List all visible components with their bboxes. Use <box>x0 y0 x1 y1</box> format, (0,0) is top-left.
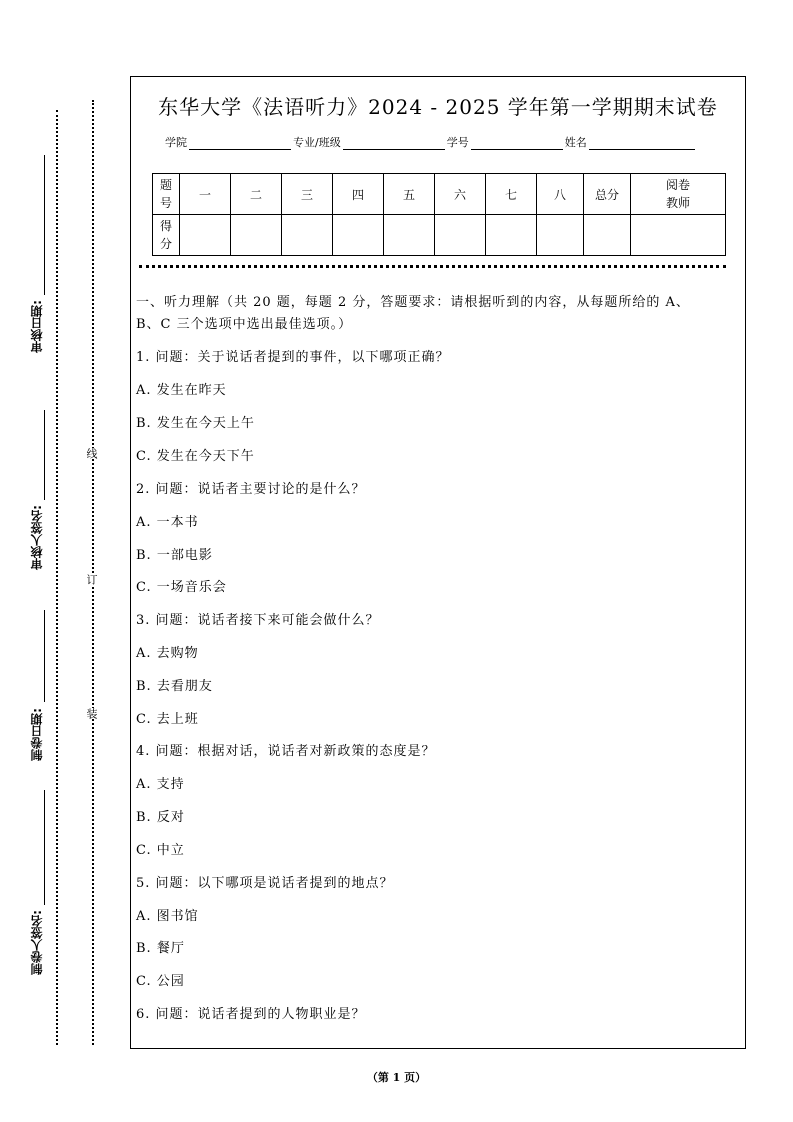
score-cell-5[interactable] <box>384 215 435 256</box>
question-3: 3. 问题：说话者接下来可能会做什么？ <box>136 613 380 628</box>
page-title: 东华大学《法语听力》2024 - 2025 学年第一学期期末试卷 <box>158 95 718 119</box>
score-cell-grader[interactable] <box>631 215 726 256</box>
dotted-cut-line-outer <box>56 110 58 1045</box>
prep-date-label: 制卷日期: <box>30 708 44 761</box>
q2-option-c: C. 一场音乐会 <box>136 580 227 595</box>
q3-option-a: A. 去购物 <box>136 646 199 661</box>
score-cell-7[interactable] <box>486 215 537 256</box>
question-5: 5. 问题：以下哪项是说话者提到的地点？ <box>136 876 394 891</box>
line-mark: 线 <box>85 448 98 459</box>
college-label: 学院 <box>165 136 187 149</box>
prep-date-line <box>44 610 45 702</box>
q5-option-b: B. 餐厅 <box>136 941 185 956</box>
question-6: 6. 问题：说话者提到的人物职业是？ <box>136 1007 366 1022</box>
score-col-grader <box>631 174 726 215</box>
college-field[interactable] <box>189 137 291 150</box>
dotted-binding-line <box>92 100 94 1045</box>
reviewer-sign-label: 审核人签名: <box>30 505 44 570</box>
score-col-2: 二 <box>231 174 282 215</box>
score-row-header-line2: 号 <box>159 196 172 210</box>
score-col-5: 五 <box>384 174 435 215</box>
name-label: 姓名 <box>564 136 587 149</box>
q3-option-c: C. 去上班 <box>136 712 199 727</box>
page-number-footer: （第 1 页） <box>366 1071 427 1084</box>
major-field[interactable] <box>343 137 445 150</box>
section-intro-line2: B、C 三个选项中选出最佳选项。） <box>136 317 353 332</box>
score-col-1: 一 <box>180 174 231 215</box>
q5-option-a: A. 图书馆 <box>136 909 199 924</box>
grader-line2: 教师 <box>665 196 690 210</box>
q5-option-c: C. 公园 <box>136 974 185 989</box>
score-col-4: 四 <box>333 174 384 215</box>
question-4: 4. 问题：根据对话，说话者对新政策的态度是？ <box>136 744 436 759</box>
review-date-line <box>44 155 45 295</box>
section-separator <box>139 265 726 268</box>
preparer-sign-line <box>44 790 45 905</box>
score-col-6: 六 <box>435 174 486 215</box>
preparer-sign-label: 制卷人签名: <box>30 910 44 975</box>
order-mark: 订 <box>85 574 98 585</box>
score-cell-2[interactable] <box>231 215 282 256</box>
score-table <box>152 173 726 256</box>
bind-mark: 装 <box>85 708 98 719</box>
q3-option-b: B. 去看朋友 <box>136 679 213 694</box>
score-cell-1[interactable] <box>180 215 231 256</box>
q1-option-a: A. 发生在昨天 <box>136 383 227 398</box>
q1-option-c: C. 发生在今天下午 <box>136 449 255 464</box>
score-cell-total[interactable] <box>584 215 631 256</box>
student-info-row <box>165 134 697 150</box>
q2-option-a: A. 一本书 <box>136 515 199 530</box>
student-no-label: 学号 <box>446 136 469 149</box>
question-2: 2. 问题：说话者主要讨论的是什么？ <box>136 482 366 497</box>
section-intro-line1: 一、听力理解（共 20 题，每题 2 分，答题要求：请根据听到的内容，从每题所给的 A、 <box>136 295 690 310</box>
score-row2-header-line2: 分 <box>159 237 172 251</box>
student-no-field[interactable] <box>471 137 563 150</box>
question-1: 1. 问题：关于说话者提到的事件，以下哪项正确？ <box>136 350 450 365</box>
score-col-total: 总分 <box>584 174 631 215</box>
score-row-header <box>153 174 180 215</box>
reviewer-sign-line <box>44 410 45 500</box>
score-cell-6[interactable] <box>435 215 486 256</box>
score-col-3: 三 <box>282 174 333 215</box>
score-col-8: 八 <box>537 174 584 215</box>
score-row-header-line1: 题 <box>159 178 172 192</box>
score-col-7: 七 <box>486 174 537 215</box>
name-field[interactable] <box>589 137 695 150</box>
exam-frame <box>130 76 746 1049</box>
score-cell-4[interactable] <box>333 215 384 256</box>
score-row2-header-line1: 得 <box>159 219 172 233</box>
q1-option-b: B. 发生在今天上午 <box>136 416 255 431</box>
score-cell-3[interactable] <box>282 215 333 256</box>
q4-option-b: B. 反对 <box>136 810 185 825</box>
q4-option-a: A. 支持 <box>136 777 185 792</box>
review-date-label: 审核日期: <box>30 300 44 353</box>
q2-option-b: B. 一部电影 <box>136 548 213 563</box>
score-row2-header <box>153 215 180 256</box>
major-label: 专业/班级 <box>293 136 341 149</box>
grader-line1: 阅卷 <box>665 178 690 192</box>
score-cell-8[interactable] <box>537 215 584 256</box>
q4-option-c: C. 中立 <box>136 843 185 858</box>
